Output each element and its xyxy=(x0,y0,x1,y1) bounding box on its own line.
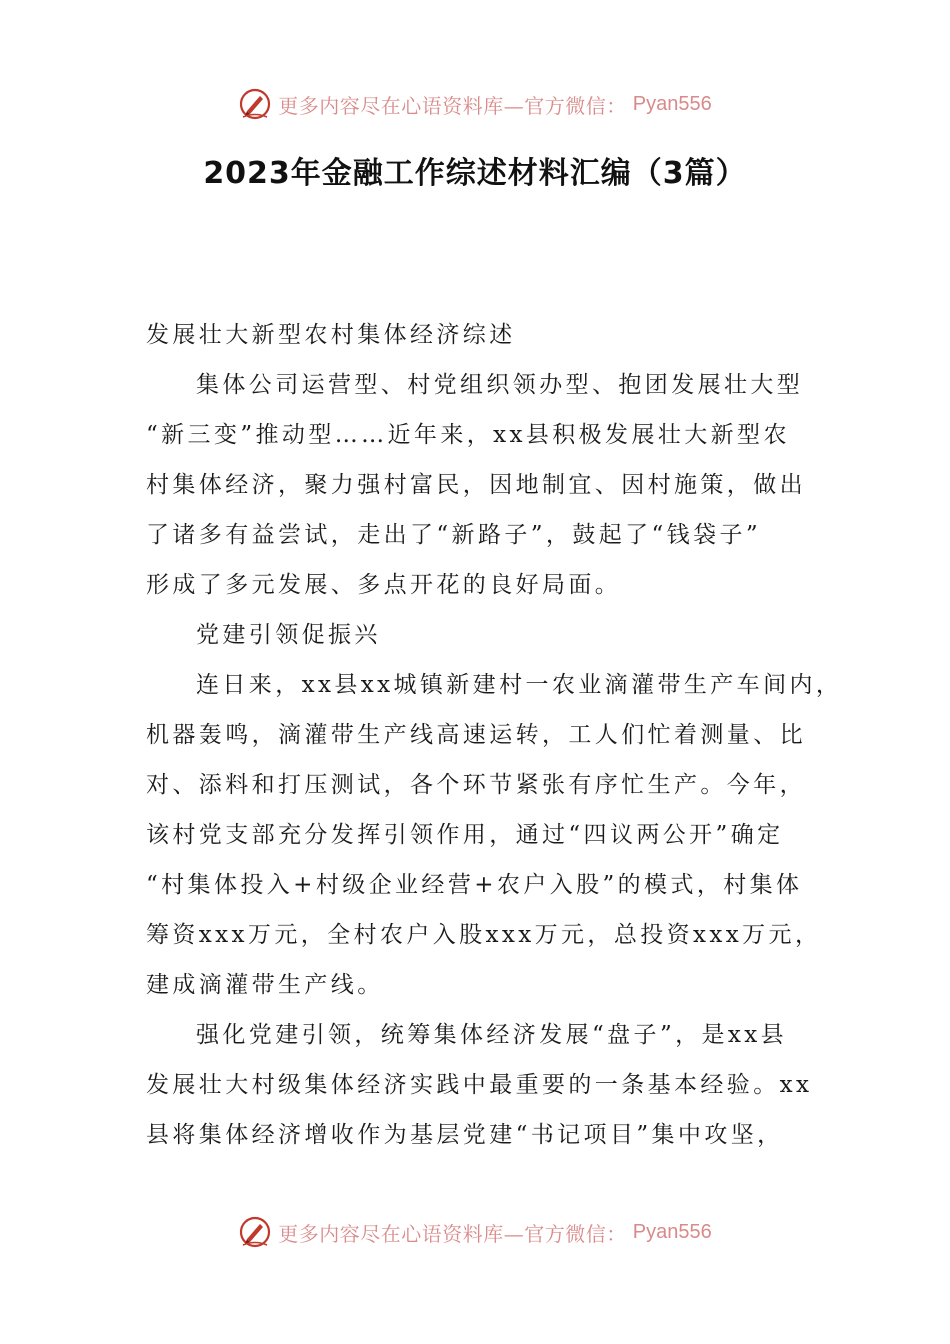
body-line: 县将集体经济增收作为基层党建“书记项目”集中攻坚， xyxy=(146,1122,784,1148)
body-line: 形成了多元发展、多点开花的良好局面。 xyxy=(146,572,622,598)
body-line: 连日来，xx县xx城镇新建村一农业滴灌带生产车间内， xyxy=(196,672,843,698)
document-title: 2023年金融工作综述材料汇编（3篇） xyxy=(203,156,747,191)
section-heading: 发展壮大新型农村集体经济综述 xyxy=(146,322,516,348)
body-line: 建成滴灌带生产线。 xyxy=(146,972,384,998)
body-line: 强化党建引领，统筹集体经济发展“盘子”，是xx县 xyxy=(196,1022,788,1048)
document-body xyxy=(146,310,843,1160)
watermark-text: 更多内容尽在心语资料库—官方微信： xyxy=(278,1221,627,1246)
body-line: “新三变”推动型……近年来，xx县积极发展壮大新型农 xyxy=(146,422,790,448)
pen-logo-icon xyxy=(238,1215,272,1249)
body-line: 集体公司运营型、村党组织领办型、抱团发展壮大型 xyxy=(196,372,804,398)
watermark-wechat-id: Pyan556 xyxy=(632,1220,712,1243)
body-line: 发展壮大村级集体经济实践中最重要的一条基本经验。xx xyxy=(146,1072,813,1098)
pen-logo-icon xyxy=(238,87,272,121)
watermark-text: 更多内容尽在心语资料库—官方微信： xyxy=(278,93,627,118)
body-line: “村集体投入+村级企业经营+农户入股”的模式，村集体 xyxy=(146,872,803,898)
watermark-wechat-id: Pyan556 xyxy=(632,92,712,115)
body-line: 该村党支部充分发挥引领作用，通过“四议两公开”确定 xyxy=(146,822,784,848)
body-line: 筹资xxx万元，全村农户入股xxx万元，总投资xxx万元， xyxy=(146,922,822,948)
body-line: 对、添料和打压测试，各个环节紧张有序忙生产。今年， xyxy=(146,772,806,798)
subheading: 党建引领促振兴 xyxy=(196,622,381,648)
body-line: 机器轰鸣，滴灌带生产线高速运转，工人们忙着测量、比 xyxy=(146,722,806,748)
footer-watermark xyxy=(0,1212,950,1252)
body-line: 村集体经济，聚力强村富民，因地制宜、因村施策，做出 xyxy=(146,472,806,498)
body-line: 了诸多有益尝试，走出了“新路子”，鼓起了“钱袋子” xyxy=(146,522,762,548)
header-watermark xyxy=(0,84,950,124)
